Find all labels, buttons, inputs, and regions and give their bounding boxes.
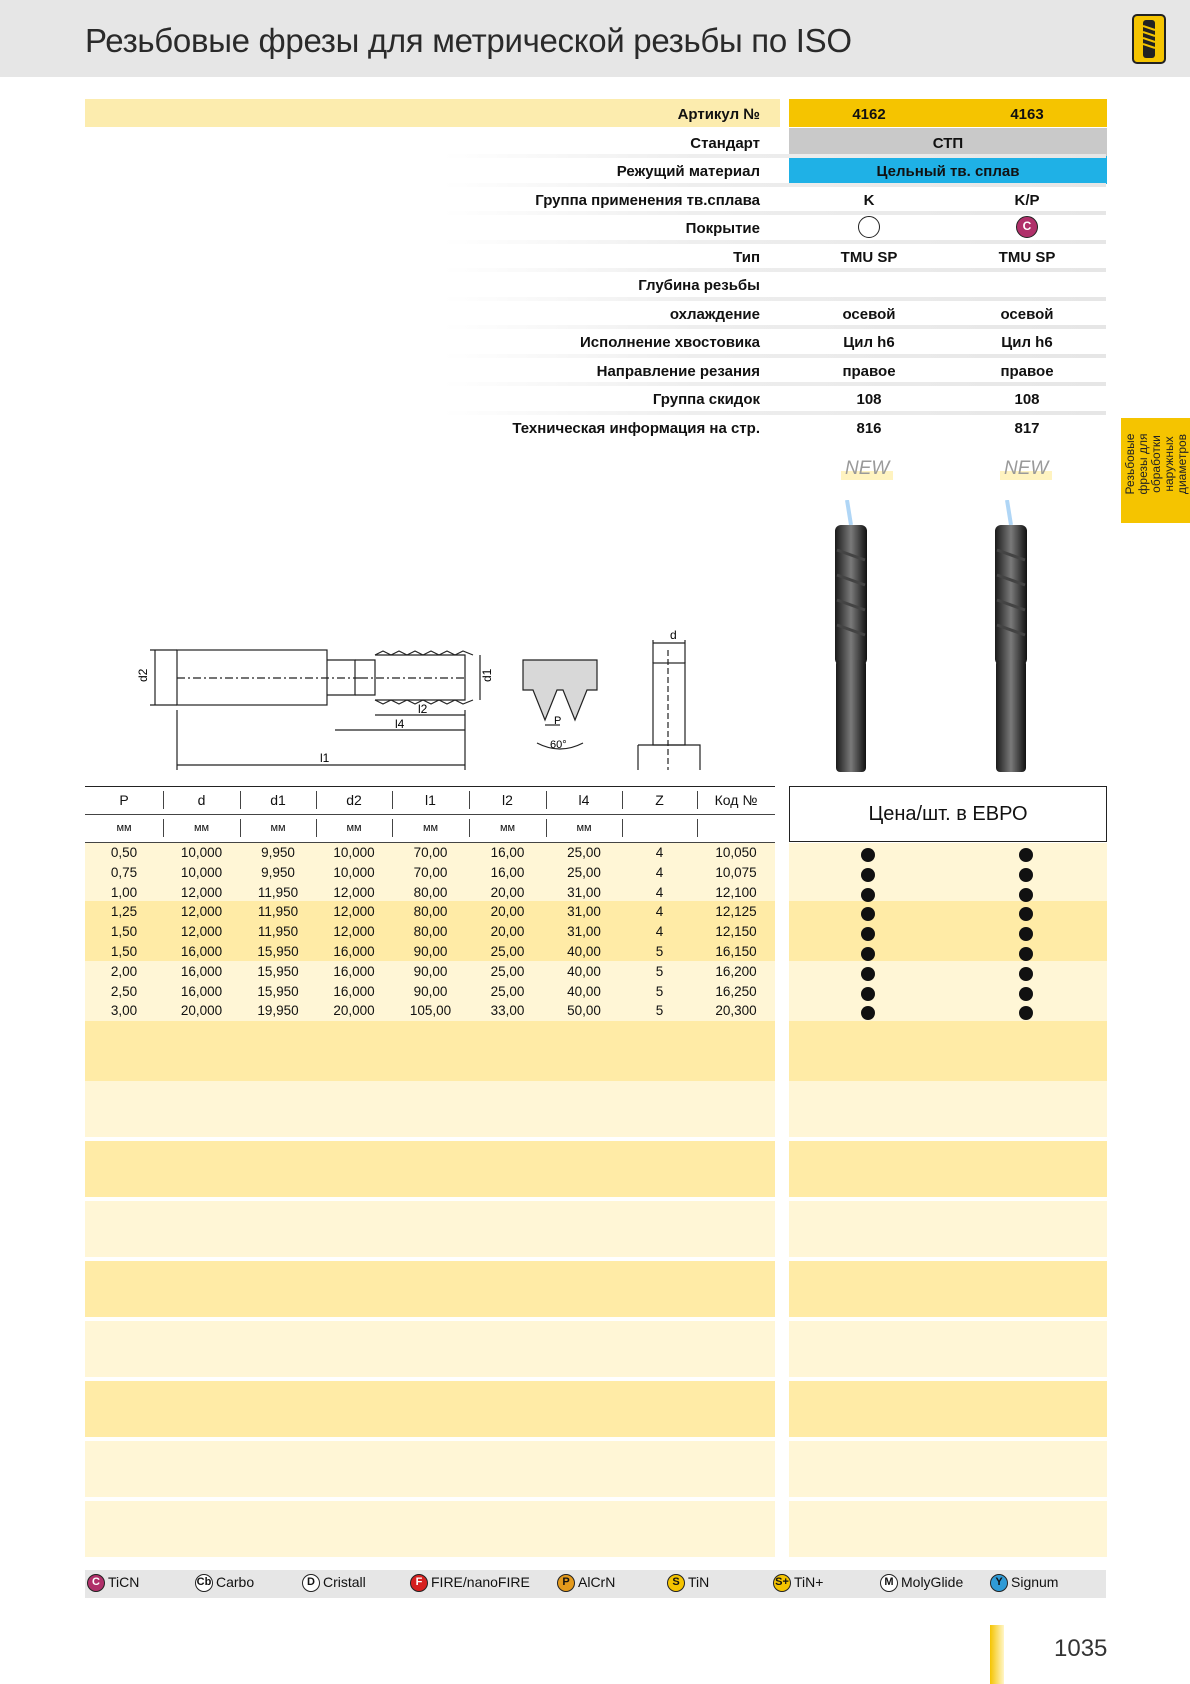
spec-label: Направление резания — [596, 362, 760, 380]
table-cell: 12,000 — [333, 904, 375, 920]
table-cell: 12,000 — [333, 884, 375, 900]
spec-value-4162: 108 — [856, 391, 882, 408]
table-cell: 25,00 — [490, 963, 525, 979]
table-cell: 4 — [655, 845, 664, 860]
table-band — [85, 1141, 775, 1197]
table-cell: 40,00 — [567, 944, 601, 959]
column-unit: мм — [422, 822, 439, 834]
spec-label: Глубина резьбы — [638, 277, 760, 294]
column-unit: мм — [193, 822, 210, 834]
availability-dot-icon[interactable] — [861, 868, 875, 882]
table-cell: 70,00 — [413, 864, 448, 880]
table-cell: 16,000 — [180, 944, 223, 959]
legend-item — [557, 1574, 615, 1592]
table-cell: 10,000 — [180, 864, 223, 880]
table-cell: 90,00 — [413, 963, 448, 979]
spec-separator — [85, 211, 1106, 215]
table-cell: 20,00 — [490, 884, 525, 900]
legend-item — [880, 1574, 963, 1592]
tool-photo-4162 — [815, 500, 885, 775]
price-header: Цена/шт. в ЕВРО — [789, 786, 1107, 842]
availability-dot-icon[interactable] — [861, 947, 875, 961]
table-cell: 15,950 — [257, 963, 299, 979]
spec-separator — [85, 354, 1106, 358]
column-header: Код № — [714, 792, 758, 808]
table-cell: 16,000 — [333, 944, 375, 959]
spec-separator — [85, 297, 1106, 301]
table-cell: 12,000 — [333, 924, 375, 940]
legend-label: TiN+ — [794, 1574, 824, 1590]
table-cell: 12,150 — [715, 924, 757, 940]
availability-dot-icon[interactable] — [861, 987, 875, 1001]
legend-item — [410, 1574, 530, 1592]
price-band — [789, 1441, 1107, 1497]
table-cell: 31,00 — [567, 884, 601, 900]
spec-label: Группа применения тв.сплава — [535, 191, 760, 209]
table-cell: 16,000 — [180, 983, 223, 999]
table-cell: 16,000 — [180, 963, 223, 979]
table-cell: 11,950 — [257, 904, 299, 920]
spec-label: Покрытие — [685, 220, 760, 237]
column-header: l2 — [502, 792, 513, 808]
spec-value-4162: K — [863, 191, 875, 209]
spec-value-4162: TMU SP — [840, 248, 898, 266]
tool-dimension-drawing — [135, 620, 515, 770]
coating-badge-icon: S — [667, 1574, 685, 1592]
legend-label: TiCN — [108, 1574, 140, 1590]
table-cell: 25,00 — [567, 845, 601, 860]
column-unit: мм — [116, 822, 132, 834]
spec-separator — [85, 382, 1106, 386]
price-band — [789, 1081, 1107, 1137]
profile-angle-label: 60° — [550, 739, 567, 751]
table-cell: 50,00 — [567, 1003, 601, 1019]
column-header: l1 — [425, 792, 436, 808]
table-band — [85, 1501, 775, 1557]
table-cell: 12,000 — [180, 884, 223, 900]
table-cell: 4 — [655, 864, 664, 880]
table-band — [85, 1081, 775, 1137]
legend-label: Cristall — [323, 1574, 366, 1590]
table-cell: 20,300 — [715, 1003, 757, 1019]
column-header: P — [119, 792, 129, 808]
availability-dot-icon[interactable] — [1019, 888, 1033, 902]
spec-merged-value: Цельный тв. сплав — [876, 163, 1020, 180]
spec-label: Тип — [733, 248, 760, 266]
spec-value-4163: 817 — [1014, 419, 1040, 437]
legend-label: Carbo — [216, 1574, 255, 1590]
table-cell: 0,50 — [110, 845, 138, 860]
table-cell: 1,50 — [110, 944, 138, 959]
tool-photo-4163 — [975, 500, 1045, 775]
price-band — [789, 1381, 1107, 1437]
table-cell: 11,950 — [257, 924, 299, 940]
coating-badge-icon: D — [302, 1574, 320, 1592]
table-cell: 31,00 — [567, 924, 601, 940]
table-cell: 10,075 — [715, 864, 757, 880]
table-cell: 16,000 — [333, 983, 375, 999]
column-unit: мм — [499, 822, 516, 834]
table-cell: 19,950 — [257, 1003, 299, 1019]
spec-separator — [85, 325, 1106, 329]
table-cell: 9,950 — [261, 864, 295, 880]
coating-badge-icon: Cb — [195, 1574, 213, 1592]
table-cell: 15,950 — [257, 983, 299, 999]
part-d-label: d — [670, 628, 677, 642]
table-cell: 2,00 — [110, 963, 138, 979]
availability-dot-icon[interactable] — [861, 967, 875, 981]
table-cell: 4 — [655, 904, 664, 920]
spec-value-4163: Цил h6 — [1001, 334, 1053, 351]
spec-separator — [85, 183, 1106, 187]
dim-l1: l1 — [320, 751, 330, 765]
legend-item — [302, 1574, 366, 1592]
coating-badge-icon: F — [410, 1574, 428, 1592]
table-cell: 1,00 — [110, 884, 138, 900]
table-band — [85, 1261, 775, 1317]
availability-dot-icon[interactable] — [1019, 868, 1033, 882]
table-cell: 3,00 — [110, 1003, 138, 1019]
price-band — [789, 1201, 1107, 1257]
spec-value-4163: TMU SP — [998, 248, 1056, 266]
table-cell: 40,00 — [567, 963, 601, 979]
table-cell: 16,00 — [490, 864, 525, 880]
thread-mill-logo-icon — [1132, 14, 1166, 64]
column-header: Z — [655, 792, 664, 808]
new-label: NEW — [1000, 458, 1052, 480]
table-band — [85, 1381, 775, 1437]
table-cell: 12,125 — [715, 904, 757, 920]
spec-value-4162: правое — [842, 362, 896, 380]
table-cell: 16,150 — [715, 944, 757, 959]
table-cell: 90,00 — [413, 983, 448, 999]
legend-label: TiN — [688, 1574, 710, 1590]
table-band — [85, 1201, 775, 1257]
availability-dot-icon[interactable] — [1019, 967, 1033, 981]
table-cell: 11,950 — [257, 884, 299, 900]
table-cell: 10,050 — [715, 845, 757, 860]
dim-d1: d1 — [480, 668, 494, 682]
dim-d2: d2 — [136, 668, 150, 682]
column-header: l4 — [578, 792, 590, 808]
table-cell: 20,00 — [490, 904, 525, 920]
table-band — [85, 1441, 775, 1497]
profile-pitch-label: P — [554, 715, 562, 727]
table-cell: 16,000 — [333, 963, 375, 979]
table-cell: 4 — [655, 884, 664, 900]
column-unit: мм — [576, 822, 592, 834]
spec-label: Техническая информация на стр. — [512, 419, 760, 437]
spec-value-4163: 108 — [1014, 391, 1040, 408]
table-cell: 105,00 — [409, 1003, 452, 1019]
price-band — [789, 1141, 1107, 1197]
table-cell: 80,00 — [413, 884, 448, 900]
coating-badge-icon: C — [87, 1574, 105, 1592]
availability-dot-icon[interactable] — [1019, 987, 1033, 1001]
table-cell: 16,250 — [715, 983, 757, 999]
column-unit: мм — [346, 822, 362, 834]
table-cell: 25,00 — [490, 983, 525, 999]
table-cell: 20,000 — [333, 1003, 375, 1019]
legend-item — [667, 1574, 709, 1592]
coating-badge-icon: S+ — [773, 1574, 791, 1592]
column-unit: мм — [270, 822, 286, 834]
table-cell: 25,00 — [490, 944, 525, 959]
legend-label: MolyGlide — [901, 1574, 964, 1590]
coating-badge-icon: M — [880, 1574, 898, 1592]
availability-dot-icon[interactable] — [861, 848, 875, 862]
spec-label: Артикул № — [677, 106, 760, 123]
spec-label: Режущий материал — [616, 163, 760, 180]
table-cell: 16,200 — [715, 963, 757, 979]
table-cell: 1,50 — [110, 924, 138, 940]
table-cell: 25,00 — [567, 864, 601, 880]
part-drawing — [630, 625, 710, 770]
spec-value-4162: 816 — [856, 419, 882, 437]
table-cell: 0,75 — [110, 864, 138, 880]
page-title: Резьбовые фрезы для метрической резьбы по ISO — [85, 22, 852, 59]
table-cell: 5 — [655, 963, 664, 979]
table-cell: 15,950 — [257, 944, 299, 959]
table-cell: 40,00 — [567, 983, 601, 999]
table-cell: 5 — [655, 1003, 664, 1019]
table-cell: 5 — [655, 944, 664, 959]
table-cell: 70,00 — [413, 845, 448, 860]
spec-value-4162: 4162 — [852, 106, 886, 123]
column-header: d — [197, 792, 206, 808]
table-cell: 12,000 — [180, 924, 223, 940]
new-label: NEW — [841, 458, 893, 480]
table-cell: 5 — [655, 983, 664, 999]
spec-value-4163: правое — [1000, 362, 1054, 380]
price-band — [789, 1261, 1107, 1317]
legend-label: AlCrN — [578, 1574, 616, 1590]
column-header: d2 — [346, 792, 362, 808]
spec-label: Исполнение хвостовика — [580, 334, 760, 351]
table-cell: 80,00 — [413, 924, 448, 940]
spec-separator — [85, 240, 1106, 244]
spec-separator — [85, 411, 1106, 415]
coating-badge-icon: P — [557, 1574, 575, 1592]
legend-item — [87, 1574, 139, 1592]
legend-item — [773, 1574, 823, 1592]
coating-badge-icon: Y — [990, 1574, 1008, 1592]
availability-dot-icon[interactable] — [1019, 947, 1033, 961]
spec-value-4163: 4163 — [1010, 106, 1044, 123]
spec-label: Стандарт — [690, 134, 760, 152]
legend-item — [195, 1574, 254, 1592]
spec-label: охлаждение — [669, 305, 760, 323]
availability-dot-icon[interactable] — [861, 888, 875, 902]
spec-value-4162: Цил h6 — [843, 334, 895, 351]
spec-label: Группа скидок — [652, 391, 760, 408]
table-cell: 10,000 — [180, 845, 223, 860]
table-cell: 2,50 — [110, 983, 138, 999]
table-cell: 33,00 — [490, 1003, 525, 1019]
table-cell: 12,100 — [715, 884, 757, 900]
table-cell: 10,000 — [333, 845, 375, 860]
table-cell: 12,000 — [180, 904, 223, 920]
price-band — [789, 843, 1107, 901]
table-cell: 31,00 — [567, 904, 601, 920]
table-cell: 1,25 — [110, 904, 138, 920]
spec-separator — [85, 268, 1106, 272]
availability-dot-icon[interactable] — [1019, 848, 1033, 862]
dim-l2: l2 — [418, 702, 428, 716]
price-band — [789, 1321, 1107, 1377]
price-band — [789, 1501, 1107, 1557]
side-tab-label: Резьбовые фрезы для обработки наружных диаметров — [1123, 433, 1189, 495]
page-number-bar — [990, 1625, 1004, 1684]
table-cell: 4 — [655, 924, 664, 940]
dim-l4: l4 — [395, 717, 405, 731]
table-cell: 20,000 — [180, 1003, 223, 1019]
spec-value-4163: K/P — [1014, 191, 1040, 209]
spec-merged-value: СТП — [932, 134, 964, 152]
column-header: d1 — [270, 792, 286, 808]
table-band — [85, 1021, 775, 1081]
price-band — [789, 961, 1107, 1021]
article-row-bg — [85, 99, 780, 127]
page-number: 1035 — [1054, 1635, 1108, 1662]
spec-value-4162: осевой — [842, 305, 896, 323]
thread-profile-drawing — [515, 655, 605, 755]
price-band — [789, 901, 1107, 961]
table-cell: 90,00 — [413, 944, 448, 959]
table-cell: 16,00 — [490, 845, 525, 860]
table-cell: 9,950 — [261, 845, 295, 860]
legend-label: Signum — [1011, 1574, 1059, 1590]
price-band — [789, 1021, 1107, 1081]
legend-item — [990, 1574, 1058, 1592]
table-cell: 20,00 — [490, 924, 525, 940]
table-cell: 80,00 — [413, 904, 448, 920]
spec-separator — [85, 154, 1106, 158]
spec-value-4163: осевой — [1000, 305, 1054, 323]
legend-label: FIRE/nanoFIRE — [431, 1574, 530, 1590]
coating-ticn-icon: C — [1016, 216, 1038, 238]
table-band — [85, 1321, 775, 1377]
coating-none-icon — [858, 216, 880, 238]
table-cell: 10,000 — [333, 864, 375, 880]
